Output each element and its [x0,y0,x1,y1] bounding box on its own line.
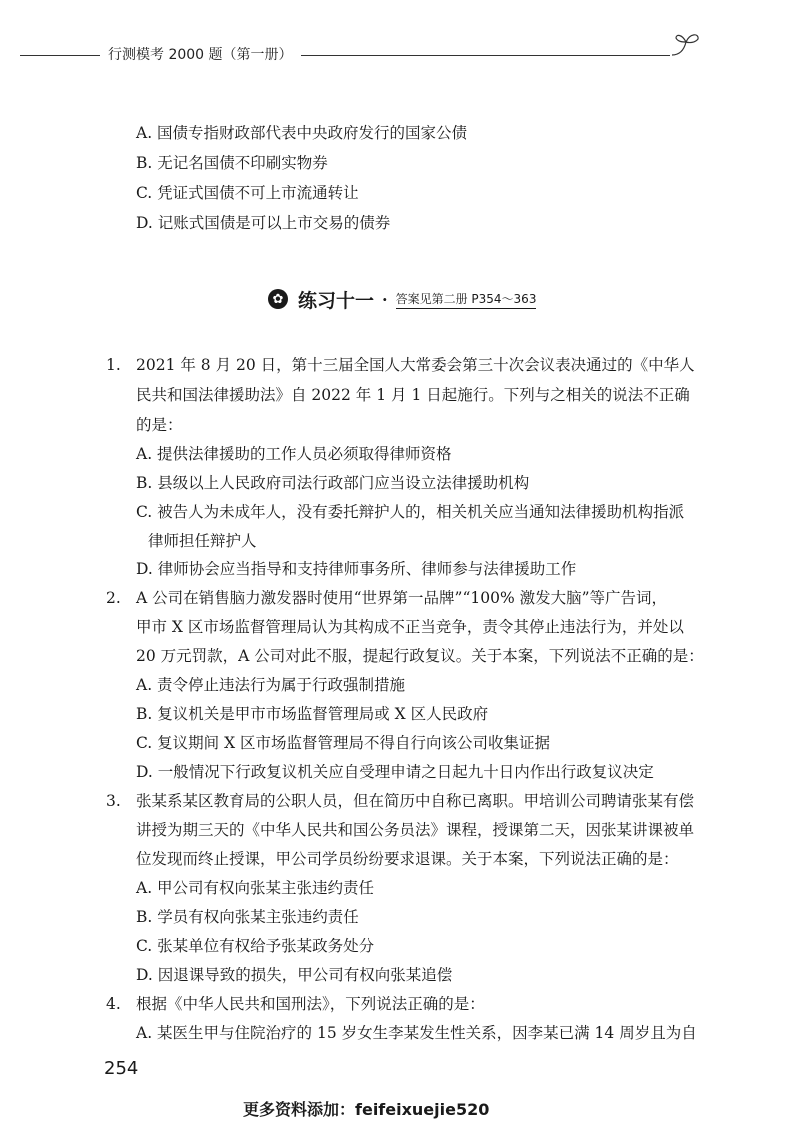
option-b: B. 学员有权向张某主张违约责任 [136,908,359,926]
page-number: 254 [104,1058,139,1079]
prev-option-b: B. 无记名国债不印刷实物券 [136,154,328,172]
option-a: A. 提供法律援助的工作人员必须取得律师资格 [136,445,452,463]
question-number: 2. [106,589,121,607]
section-title: 练习十一 [298,289,375,312]
question-stem-line: 的是： [136,416,183,434]
option-d: D. 因退课导致的损失，甲公司有权向张某追偿 [136,966,453,984]
question-stem-line: 2021 年 8 月 20 日，第十三届全国人大常委会第三十次会议表决通过的《中华人 [136,356,695,374]
option-c: C. 复议期间 X 区市场监督管理局不得自行向该公司收集证据 [136,734,551,752]
answer-reference: 答案见第二册 P354～363 [396,290,537,309]
footer-promo-text: 更多资料添加：feifeixuejie520 [243,1100,490,1119]
option-b: B. 复议机关是甲市市场监督管理局或 X 区人民政府 [136,705,489,723]
question-stem-line: 20 万元罚款，A 公司对此不服，提起行政复议。关于本案，下列说法不正确的是： [136,647,704,665]
flower-icon: ✿ [268,289,288,309]
prev-option-c: C. 凭证式国债不可上市流通转让 [136,184,359,202]
question-stem-line: 张某系某区教育局的公职人员，但在简历中自称已离职。甲培训公司聘请张某有偿 [136,792,695,810]
section-heading [268,286,536,312]
option-a: A. 责令停止违法行为属于行政强制措施 [136,676,406,694]
option-d: D. 律师协会应当指导和支持律师事务所、律师参与法律援助工作 [136,560,577,578]
option-c-continued: 律师担任辩护人 [148,532,257,550]
option-a: A. 甲公司有权向张某主张违约责任 [136,879,375,897]
question-stem-line: 位发现而终止授课，甲公司学员纷纷要求退课。关于本案，下列说法正确的是： [136,850,679,868]
prev-option-a: A. 国债专指财政部代表中央政府发行的国家公债 [136,124,468,142]
question-stem-line: 民共和国法律援助法》自 2022 年 1 月 1 日起施行。下列与之相关的说法不正确 [136,386,690,404]
question-number: 3. [106,792,121,810]
question-stem-line: 根据《中华人民共和国刑法》，下列说法正确的是： [136,995,485,1013]
option-b: B. 县级以上人民政府司法行政部门应当设立法律援助机构 [136,474,530,492]
sprout-icon [668,28,704,60]
question-stem-line: A 公司在销售脑力激发器时使用“世界第一品牌”“100% 激发大脑”等广告词， [136,589,668,607]
section-separator: · [382,289,388,309]
option-c: C. 被告人为未成年人，没有委托辩护人的，相关机关应当通知法律援助机构指派 [136,503,685,521]
question-stem-line: 甲市 X 区市场监督管理局认为其构成不正当竞争，责令其停止违法行为，并处以 [136,618,684,636]
question-number: 1. [106,356,121,374]
running-header: 行测模考 2000 题（第一册） [100,44,301,64]
option-a: A. 某医生甲与住院治疗的 15 岁女生李某发生性关系，因李某已满 14 周岁且为自 [136,1024,697,1042]
question-stem-line: 讲授为期三天的《中华人民共和国公务员法》课程，授课第二天，因张某讲课被单 [136,821,695,839]
question-number: 4. [106,995,121,1013]
prev-option-d: D. 记账式国债是可以上市交易的债券 [136,214,391,232]
option-d: D. 一般情况下行政复议机关应自受理申请之日起九十日内作出行政复议决定 [136,763,654,781]
option-c: C. 张某单位有权给予张某政务处分 [136,937,375,955]
